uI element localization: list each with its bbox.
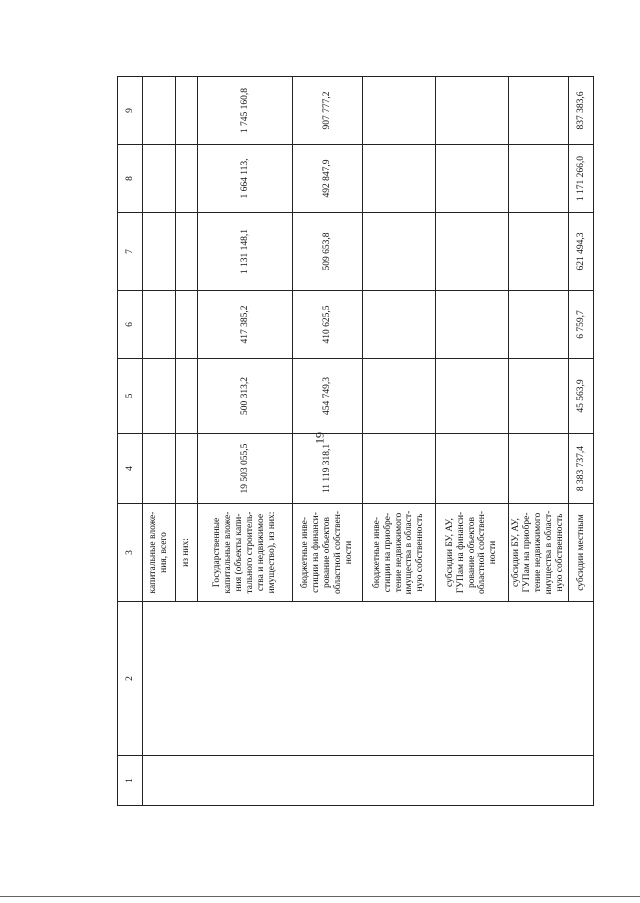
value-cell [143,434,176,504]
value-cell [176,291,198,359]
empty-cell [176,602,198,756]
empty-cell [293,602,363,756]
value-cell [436,145,509,213]
table-container [117,77,588,806]
value-cell [436,359,509,434]
empty-cell [143,756,176,806]
value-cell [143,291,176,359]
empty-cell [509,602,569,756]
value-cell: 1 171 266,0 [569,145,594,213]
budget-table [117,76,594,806]
empty-cell [293,756,363,806]
column-header: 6 [118,291,143,359]
empty-cell [569,756,594,806]
empty-cell [436,602,509,756]
table-row [143,77,176,806]
row-label: бюджетные инве-стиции на приобре-тение недвижимого имущества в област-ную собственность [363,504,436,602]
value-cell: 492 847,9 [293,145,363,213]
row-label: бюджетные инве-стиции на финанси-рование объектов областной собствен-ности [293,504,363,602]
value-cell: 19 503 055,5 [198,434,293,504]
table-row [293,77,363,806]
row-label: субсидии БУ, АУ, ГУПам на финанси-рование объектов областной собствен-ности [436,504,509,602]
empty-cell [143,602,176,756]
value-cell [509,434,569,504]
value-cell [509,291,569,359]
value-cell: 1 664 113, [198,145,293,213]
row-label: субсидии БУ, АУ, ГУПам на приобре-тение недвижимого имущества в област-ную собственность [509,504,569,602]
value-cell [509,145,569,213]
value-cell [363,291,436,359]
value-cell: 45 563,9 [569,359,594,434]
value-cell [363,213,436,291]
value-cell: 1 131 148,1 [198,213,293,291]
value-cell [509,77,569,145]
column-header: 7 [118,213,143,291]
header-row [118,77,143,806]
value-cell [176,77,198,145]
value-cell [436,77,509,145]
value-cell: 417 385,2 [198,291,293,359]
table-row [176,77,198,806]
value-cell [176,145,198,213]
value-cell: 410 625,5 [293,291,363,359]
value-cell [143,359,176,434]
table-row [569,77,594,806]
value-cell [176,213,198,291]
page-bottom-rule [0,896,640,897]
value-cell [143,213,176,291]
empty-cell [363,756,436,806]
value-cell: 621 494,3 [569,213,594,291]
empty-cell [569,602,594,756]
value-cell: 500 313,2 [198,359,293,434]
row-label: из них: [176,504,198,602]
value-cell [436,434,509,504]
value-cell: 907 777,2 [293,77,363,145]
column-header: 5 [118,359,143,434]
value-cell: 11 119 318,1 [293,434,363,504]
value-cell [176,359,198,434]
empty-cell [509,756,569,806]
row-label: капитальные вложе-ния, всего [143,504,176,602]
empty-cell [176,756,198,806]
value-cell [436,213,509,291]
row-label: субсидии местным [569,504,594,602]
table-row [509,77,569,806]
value-cell [509,213,569,291]
table-row [436,77,509,806]
value-cell [143,77,176,145]
empty-cell [363,602,436,756]
column-header: 8 [118,145,143,213]
value-cell: 6 759,7 [569,291,594,359]
value-cell: 509 653,8 [293,213,363,291]
empty-cell [436,756,509,806]
value-cell: 1 745 160,8 [198,77,293,145]
column-header: 2 [118,602,143,756]
column-header: 9 [118,77,143,145]
value-cell [363,145,436,213]
column-header: 1 [118,756,143,806]
table-row [198,77,293,806]
value-cell [509,359,569,434]
empty-cell [198,756,293,806]
value-cell: 8 383 737,4 [569,434,594,504]
value-cell: 837 383,6 [569,77,594,145]
value-cell [176,434,198,504]
value-cell: 454 749,3 [293,359,363,434]
row-label: Государственные капитальные вложе-ния (объекты капи-тального строитель-ства и недвижимое имущество), из них: [198,504,293,602]
column-header: 4 [118,434,143,504]
empty-cell [198,602,293,756]
column-header: 3 [118,504,143,602]
value-cell [363,359,436,434]
value-cell [363,434,436,504]
value-cell [436,291,509,359]
value-cell [143,145,176,213]
page-number: 19 [312,432,327,444]
table-row [363,77,436,806]
value-cell [363,77,436,145]
